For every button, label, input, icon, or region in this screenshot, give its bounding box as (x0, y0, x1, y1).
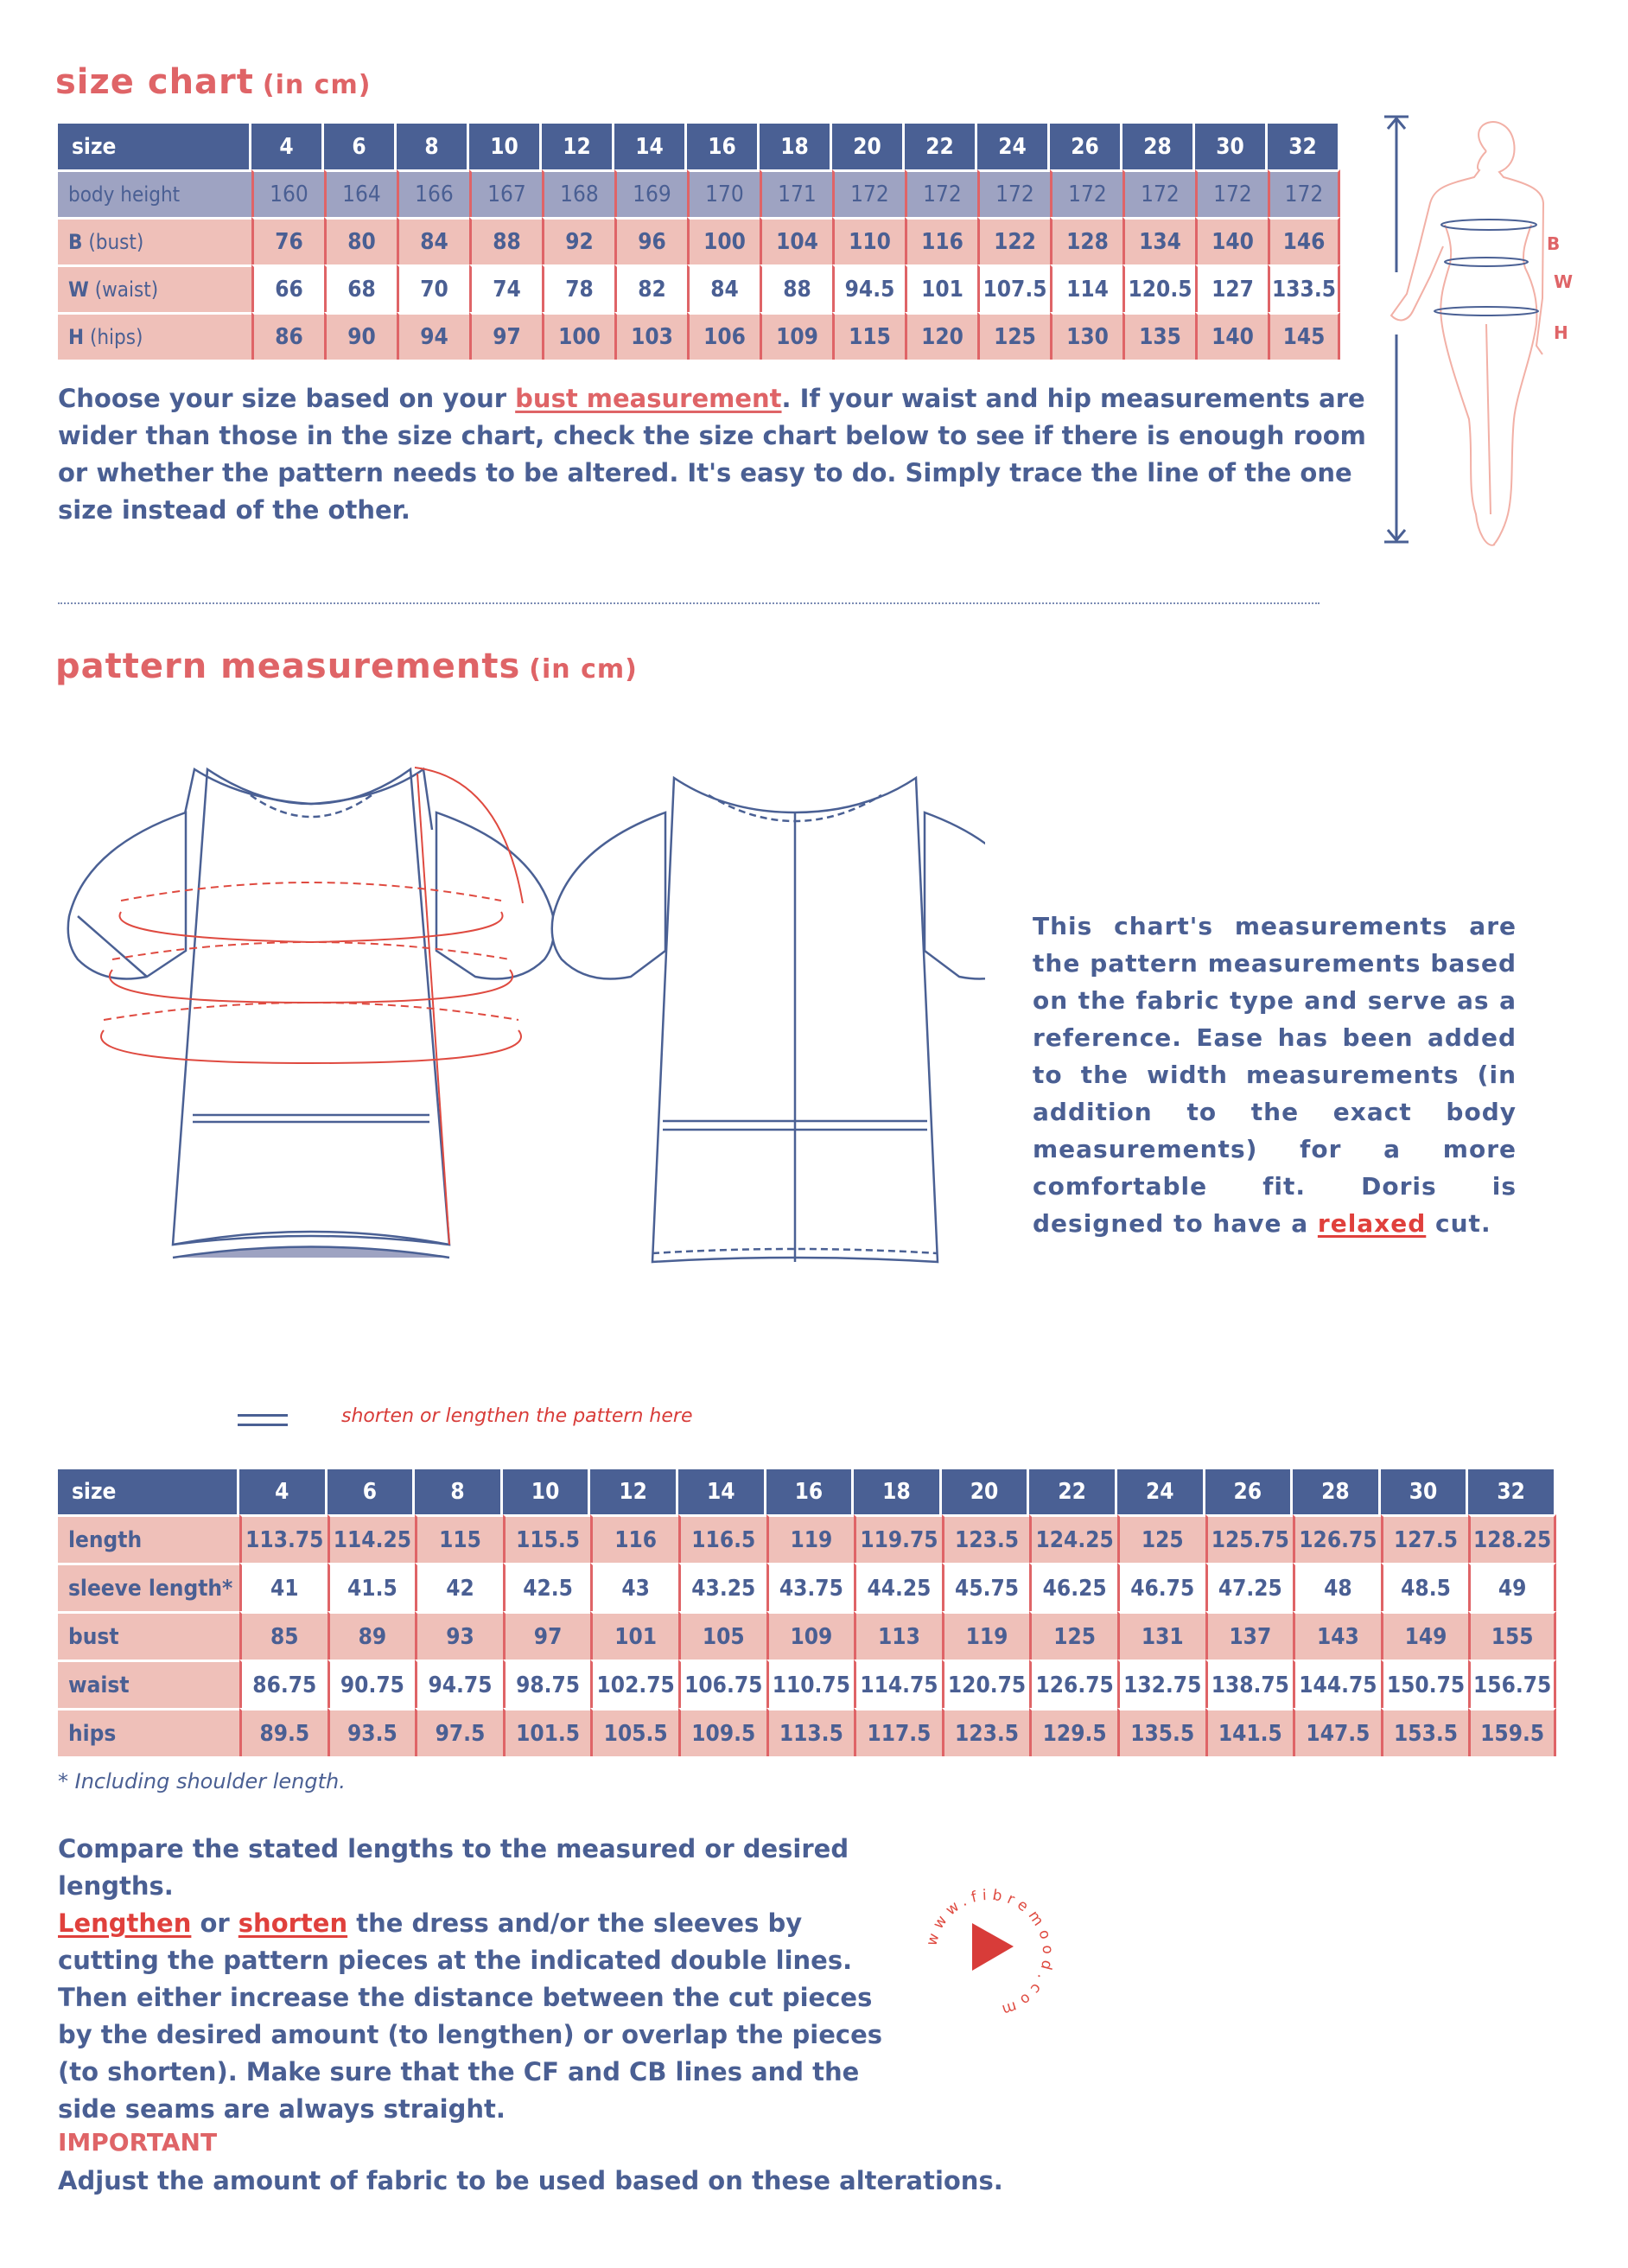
table-row (58, 217, 1340, 264)
table-cell: 88 (469, 217, 542, 264)
pattern-unit: (in cm) (529, 654, 638, 685)
pattern-title (55, 647, 638, 686)
table-cell: 101 (590, 1611, 678, 1660)
table-cell: 172 (977, 169, 1050, 217)
table-cell: 168 (542, 169, 614, 217)
table-cell: 135.5 (1117, 1708, 1205, 1756)
table-cell: 155 (1468, 1611, 1556, 1660)
table-cell: 113.5 (766, 1708, 855, 1756)
intro-text-1: Choose your size based on your (58, 384, 516, 413)
size-column-header: 26 (1205, 1469, 1294, 1514)
table-cell: 147.5 (1293, 1708, 1381, 1756)
size-column-header: 14 (678, 1469, 766, 1514)
table-cell: 172 (1122, 169, 1195, 217)
table-cell: 127 (1195, 264, 1268, 312)
row-label: bust (58, 1611, 239, 1660)
table-cell: 49 (1468, 1563, 1556, 1611)
height-arrow (1384, 117, 1409, 542)
size-column-header: 8 (397, 124, 469, 169)
size-chart-table (58, 124, 1340, 360)
table-cell: 78 (542, 264, 614, 312)
table-cell: 123.5 (942, 1514, 1030, 1563)
table-cell: 170 (687, 169, 760, 217)
row-label: body height (58, 169, 251, 217)
table-cell: 117.5 (854, 1708, 942, 1756)
pattern-description-end: cut. (1426, 1209, 1491, 1238)
table-cell: 126.75 (1293, 1514, 1381, 1563)
table-cell: 97 (469, 312, 542, 360)
relaxed-link[interactable]: relaxed (1317, 1209, 1427, 1238)
table-cell: 106.75 (678, 1660, 766, 1708)
shorten-link[interactable]: shorten (238, 1908, 348, 1938)
size-column-header: 8 (415, 1469, 503, 1514)
video-badge[interactable] (912, 1876, 1067, 2031)
table-cell: 68 (324, 264, 397, 312)
table-cell: 98.75 (503, 1660, 591, 1708)
table-cell: 120 (905, 312, 977, 360)
table-cell: 45.75 (942, 1563, 1030, 1611)
table-cell: 156.75 (1468, 1660, 1556, 1708)
size-column-header: 10 (503, 1469, 591, 1514)
table-cell: 120.75 (942, 1660, 1030, 1708)
table-cell: 127.5 (1381, 1514, 1469, 1563)
important-text: Adjust the amount of fabric to be used based on these alterations. (58, 2166, 1003, 2195)
table-cell: 70 (397, 264, 469, 312)
table-cell: 84 (397, 217, 469, 264)
table-cell: 122 (977, 217, 1050, 264)
table-cell: 144.75 (1293, 1660, 1381, 1708)
table-cell: 84 (687, 264, 760, 312)
row-label-text: (hips) (89, 325, 143, 349)
size-column-header: 6 (328, 1469, 416, 1514)
table-cell: 169 (614, 169, 687, 217)
table-cell: 123.5 (942, 1708, 1030, 1756)
pattern-measurements-table (58, 1469, 1556, 1756)
row-label (58, 264, 251, 312)
intro-paragraph (58, 380, 1371, 529)
table-cell: 90 (324, 312, 397, 360)
row-label-abbr: H (68, 325, 85, 349)
row-label: hips (58, 1708, 239, 1756)
size-column-header: 16 (766, 1469, 855, 1514)
section-divider (58, 602, 1320, 604)
table-cell: 76 (251, 217, 324, 264)
table-cell: 104 (760, 217, 832, 264)
table-cell: 106 (687, 312, 760, 360)
table-cell: 119 (766, 1514, 855, 1563)
table-cell: 171 (760, 169, 832, 217)
table-cell: 100 (687, 217, 760, 264)
table-cell: 115 (832, 312, 905, 360)
row-label: waist (58, 1660, 239, 1708)
table-cell: 140 (1195, 312, 1268, 360)
size-column-header: 16 (687, 124, 760, 169)
alterations-or: or (191, 1908, 238, 1938)
table-cell: 94.5 (832, 264, 905, 312)
table-cell: 110 (832, 217, 905, 264)
table-cell: 103 (614, 312, 687, 360)
row-label (58, 217, 251, 264)
table-cell: 125 (1029, 1611, 1117, 1660)
bust-measurement-link[interactable]: bust measurement (515, 384, 782, 413)
table-cell: 46.25 (1029, 1563, 1117, 1611)
table-cell: 93 (415, 1611, 503, 1660)
table-cell: 66 (251, 264, 324, 312)
size-column-header: 18 (760, 124, 832, 169)
size-chart-unit: (in cm) (262, 70, 372, 100)
table-row (58, 1514, 1556, 1563)
size-column-header: 28 (1293, 1469, 1381, 1514)
table-cell: 44.25 (854, 1563, 942, 1611)
table-cell: 80 (324, 217, 397, 264)
table-cell: 172 (1195, 169, 1268, 217)
table-cell: 89 (328, 1611, 416, 1660)
table-cell: 110.75 (766, 1660, 855, 1708)
measure-rings (1434, 220, 1538, 315)
table-cell: 96 (614, 217, 687, 264)
table-cell: 125 (977, 312, 1050, 360)
table-cell: 116 (590, 1514, 678, 1563)
table-cell: 129.5 (1029, 1708, 1117, 1756)
table-row (58, 264, 1340, 312)
pattern-header-row (58, 1469, 1556, 1514)
table-row (58, 312, 1340, 360)
table-cell: 109.5 (678, 1708, 766, 1756)
row-label-abbr: B (68, 230, 83, 254)
table-cell: 107.5 (977, 264, 1050, 312)
table-cell: 172 (1268, 169, 1340, 217)
table-cell: 128.25 (1468, 1514, 1556, 1563)
table-cell: 42.5 (503, 1563, 591, 1611)
important-heading: IMPORTANT (58, 2128, 218, 2157)
size-column-header: 6 (324, 124, 397, 169)
lengthen-link[interactable]: Lengthen (58, 1908, 192, 1938)
table-cell: 135 (1122, 312, 1195, 360)
table-cell: 92 (542, 217, 614, 264)
table-cell: 119 (942, 1611, 1030, 1660)
table-cell: 119.75 (854, 1514, 942, 1563)
size-column-header: 32 (1468, 1469, 1556, 1514)
table-cell: 128 (1050, 217, 1122, 264)
size-chart-title-text: size chart (55, 62, 254, 102)
size-column-header: 18 (854, 1469, 942, 1514)
table-cell: 86 (251, 312, 324, 360)
table-cell: 89.5 (239, 1708, 328, 1756)
table-cell: 109 (760, 312, 832, 360)
table-cell: 82 (614, 264, 687, 312)
table-cell: 97.5 (415, 1708, 503, 1756)
row-label: sleeve length* (58, 1563, 239, 1611)
intro-text-2: . If your waist and hip measurements are wider than those in the size chart, check the size chart below to see if there is enough room or whether the pattern needs to be altered. It's easy to do. Simply trace the line of the one size instead of the other. (58, 384, 1366, 525)
size-column-header: 12 (542, 124, 614, 169)
alterations-line1: Compare the stated lengths to the measured or desired lengths. (58, 1834, 849, 1901)
size-column-header: 32 (1268, 124, 1340, 169)
table-cell: 94 (397, 312, 469, 360)
table-cell: 101.5 (503, 1708, 591, 1756)
table-cell: 42 (415, 1563, 503, 1611)
table-cell: 46.75 (1117, 1563, 1205, 1611)
table-cell: 85 (239, 1611, 328, 1660)
size-chart-header-row (58, 124, 1340, 169)
size-column-header: 30 (1381, 1469, 1469, 1514)
table-cell: 120.5 (1122, 264, 1195, 312)
table-cell: 115.5 (503, 1514, 591, 1563)
pattern-description-text: This chart's measurements are the pattern measurements based on the fabric type and serve as a reference. Ease has been added to the width measurements (in addition to the exact body measurements) for a more comfortable fit. Doris is designed to have a (1033, 912, 1517, 1238)
table-row (58, 1660, 1556, 1708)
table-cell: 172 (1050, 169, 1122, 217)
size-column-header: 4 (251, 124, 324, 169)
table-cell: 143 (1293, 1611, 1381, 1660)
table-cell: 126.75 (1029, 1660, 1117, 1708)
header-size-label: size (58, 1469, 239, 1514)
table-cell: 41.5 (328, 1563, 416, 1611)
table-cell: 146 (1268, 217, 1340, 264)
table-row (58, 1611, 1556, 1660)
table-cell: 113.75 (239, 1514, 328, 1563)
table-cell: 115 (415, 1514, 503, 1563)
footnote: * Including shoulder length. (58, 1769, 346, 1793)
size-column-header: 22 (905, 124, 977, 169)
back-dress-drawing (552, 778, 985, 1262)
table-cell: 134 (1122, 217, 1195, 264)
alterations-paragraph (58, 1831, 905, 2128)
table-cell: 43.25 (678, 1563, 766, 1611)
double-line-legend-icon (238, 1414, 288, 1426)
header-size-label: size (58, 124, 251, 169)
pattern-title-text: pattern measurements (55, 647, 521, 686)
row-label-text: (waist) (94, 277, 159, 302)
table-cell: 93.5 (328, 1708, 416, 1756)
table-cell: 130 (1050, 312, 1122, 360)
table-cell: 116 (905, 217, 977, 264)
table-row (58, 1708, 1556, 1756)
label-b: B (1547, 233, 1561, 254)
pattern-description (1033, 908, 1517, 1242)
size-column-header: 20 (942, 1469, 1030, 1514)
table-cell: 113 (854, 1611, 942, 1660)
table-cell: 90.75 (328, 1660, 416, 1708)
size-column-header: 4 (239, 1469, 328, 1514)
size-chart-title (55, 62, 371, 102)
label-h: H (1554, 322, 1568, 343)
table-cell: 125 (1117, 1514, 1205, 1563)
table-cell: 131 (1117, 1611, 1205, 1660)
table-cell: 114 (1050, 264, 1122, 312)
row-label: length (58, 1514, 239, 1563)
table-cell: 140 (1195, 217, 1268, 264)
table-cell: 160 (251, 169, 324, 217)
table-cell: 105 (678, 1611, 766, 1660)
table-cell: 125.75 (1205, 1514, 1294, 1563)
table-cell: 164 (324, 169, 397, 217)
table-cell: 138.75 (1205, 1660, 1294, 1708)
size-column-header: 10 (469, 124, 542, 169)
table-cell: 141.5 (1205, 1708, 1294, 1756)
size-column-header: 22 (1029, 1469, 1117, 1514)
dress-illustrations (52, 743, 985, 1366)
size-column-header: 12 (590, 1469, 678, 1514)
table-cell: 145 (1268, 312, 1340, 360)
table-cell: 150.75 (1381, 1660, 1469, 1708)
table-cell: 132.75 (1117, 1660, 1205, 1708)
table-cell: 137 (1205, 1611, 1294, 1660)
table-cell: 172 (905, 169, 977, 217)
size-column-header: 20 (832, 124, 905, 169)
table-cell: 109 (766, 1611, 855, 1660)
label-w: W (1554, 271, 1574, 292)
table-cell: 114.75 (854, 1660, 942, 1708)
table-cell: 100 (542, 312, 614, 360)
body-figure-illustration (1365, 108, 1628, 661)
table-cell: 41 (239, 1563, 328, 1611)
table-cell: 43.75 (766, 1563, 855, 1611)
table-cell: 97 (503, 1611, 591, 1660)
size-column-header: 30 (1195, 124, 1268, 169)
table-cell: 86.75 (239, 1660, 328, 1708)
table-cell: 47.25 (1205, 1563, 1294, 1611)
badge-url-text: www.fibremood.com (923, 1886, 1057, 2020)
row-label-abbr: W (68, 277, 89, 302)
table-cell: 116.5 (678, 1514, 766, 1563)
row-label (58, 312, 251, 360)
row-label-text: (bust) (88, 230, 144, 254)
table-cell: 88 (760, 264, 832, 312)
size-column-header: 14 (614, 124, 687, 169)
alterations-rest: the dress and/or the sleeves by cutting the pattern pieces at the indicated double lines. Then either increase the distance between the cut pieces by the desired amount (to lengthen) or overlap the pieces (to shorten). Make sure that the CF and CB lines and the side seams are always straight. (58, 1908, 883, 2124)
table-cell: 48.5 (1381, 1563, 1469, 1611)
table-cell: 124.25 (1029, 1514, 1117, 1563)
size-column-header: 24 (977, 124, 1050, 169)
table-cell: 172 (832, 169, 905, 217)
table-cell: 149 (1381, 1611, 1469, 1660)
table-cell: 114.25 (328, 1514, 416, 1563)
table-cell: 102.75 (590, 1660, 678, 1708)
table-cell: 43 (590, 1563, 678, 1611)
table-cell: 105.5 (590, 1708, 678, 1756)
table-cell: 101 (905, 264, 977, 312)
table-cell: 166 (397, 169, 469, 217)
size-column-header: 24 (1117, 1469, 1205, 1514)
legend-text: shorten or lengthen the pattern here (341, 1405, 693, 1427)
table-row (58, 169, 1340, 217)
body-outline (1391, 122, 1543, 545)
size-column-header: 26 (1050, 124, 1122, 169)
table-cell: 133.5 (1268, 264, 1340, 312)
table-cell: 74 (469, 264, 542, 312)
size-column-header: 28 (1122, 124, 1195, 169)
table-cell: 48 (1293, 1563, 1381, 1611)
play-icon (912, 1876, 1067, 2031)
table-cell: 153.5 (1381, 1708, 1469, 1756)
table-row (58, 1563, 1556, 1611)
table-cell: 94.75 (415, 1660, 503, 1708)
table-cell: 167 (469, 169, 542, 217)
table-cell: 159.5 (1468, 1708, 1556, 1756)
